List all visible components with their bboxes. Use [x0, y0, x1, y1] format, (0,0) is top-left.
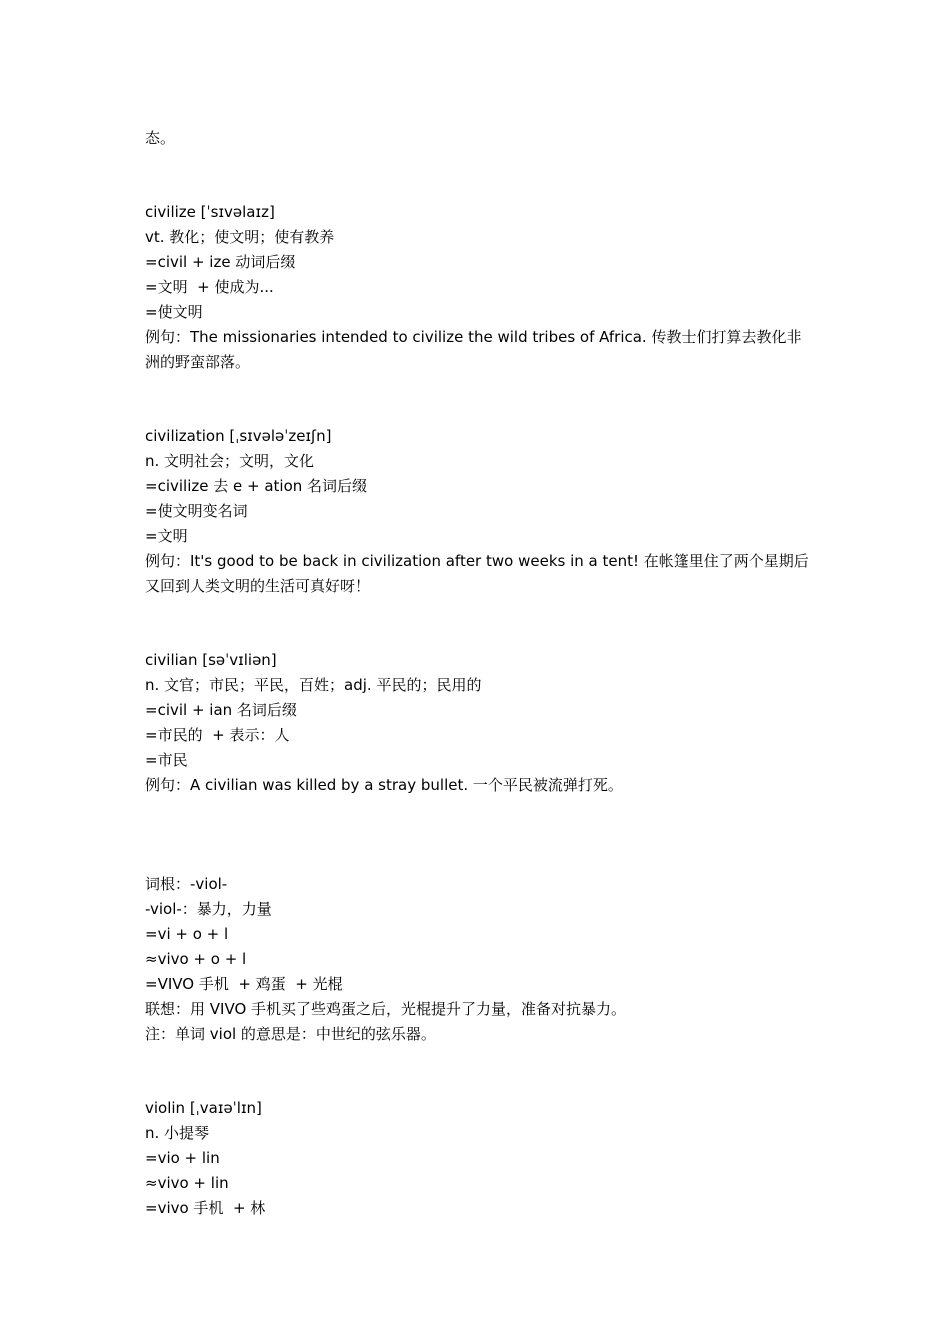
root-breakdown-1: =vi + o + l: [145, 925, 229, 943]
entry-breakdown-2: ≈vivo + lin: [145, 1174, 229, 1192]
entry-breakdown-2: =文明 + 使成为...: [145, 278, 274, 296]
intro-text: 态。: [145, 129, 176, 147]
entry-civilization: [145, 424, 815, 599]
entry-example: 例句：A civilian was killed by a stray bullet. 一个平民被流弹打死。: [145, 776, 623, 794]
root-viol-section: [145, 872, 815, 1047]
entry-example: 例句：The missionaries intended to civilize the wild tribes of Africa. 传教士们打算去教化非洲的野蛮部落。: [145, 328, 802, 371]
entry-breakdown-1: =civilize 去 e + ation 名词后缀: [145, 477, 368, 495]
entry-example: 例句：It's good to be back in civilization after two weeks in a tent! 在帐篷里住了两个星期后又回到人类文明的生活可真好呀！: [145, 552, 809, 595]
entry-breakdown-3: =文明: [145, 527, 188, 545]
document-page: [145, 126, 815, 1221]
entry-definition: n. 小提琴: [145, 1124, 210, 1142]
entry-breakdown-3: =使文明: [145, 303, 203, 321]
entry-definition: vt. 教化；使文明；使有教养: [145, 228, 335, 246]
entry-breakdown-2: =市民的 + 表示：人: [145, 726, 290, 744]
root-note: 注：单词 viol 的意思是：中世纪的弦乐器。: [145, 1025, 436, 1043]
entry-breakdown-1: =civil + ian 名词后缀: [145, 701, 297, 719]
root-title: 词根：-viol-: [145, 875, 228, 893]
entry-headword: civilian [səˈvɪliən]: [145, 651, 277, 669]
entry-breakdown-1: =civil + ize 动词后缀: [145, 253, 296, 271]
entry-breakdown-3: =vivo 手机 + 林: [145, 1199, 266, 1217]
root-association: 联想：用 VIVO 手机买了些鸡蛋之后，光棍提升了力量，准备对抗暴力。: [145, 1000, 627, 1018]
entry-definition: n. 文明社会；文明，文化: [145, 452, 315, 470]
entry-headword: violin [ˌvaɪəˈlɪn]: [145, 1099, 262, 1117]
root-meaning: -viol-：暴力，力量: [145, 900, 272, 918]
entry-breakdown-3: =市民: [145, 751, 188, 769]
root-breakdown-3: =VIVO 手机 + 鸡蛋 + 光棍: [145, 975, 343, 993]
entry-breakdown-1: =vio + lin: [145, 1149, 220, 1167]
entry-headword: civilize [ˈsɪvəlaɪz]: [145, 203, 275, 221]
root-breakdown-2: ≈vivo + o + l: [145, 950, 247, 968]
entry-headword: civilization [ˌsɪvələˈzeɪʃn]: [145, 427, 332, 445]
entry-civilize: [145, 200, 815, 375]
entry-definition: n. 文官；市民；平民，百姓；adj. 平民的；民用的: [145, 676, 482, 694]
entry-breakdown-2: =使文明变名词: [145, 502, 248, 520]
entry-violin: [145, 1096, 815, 1221]
entry-civilian: [145, 648, 815, 798]
